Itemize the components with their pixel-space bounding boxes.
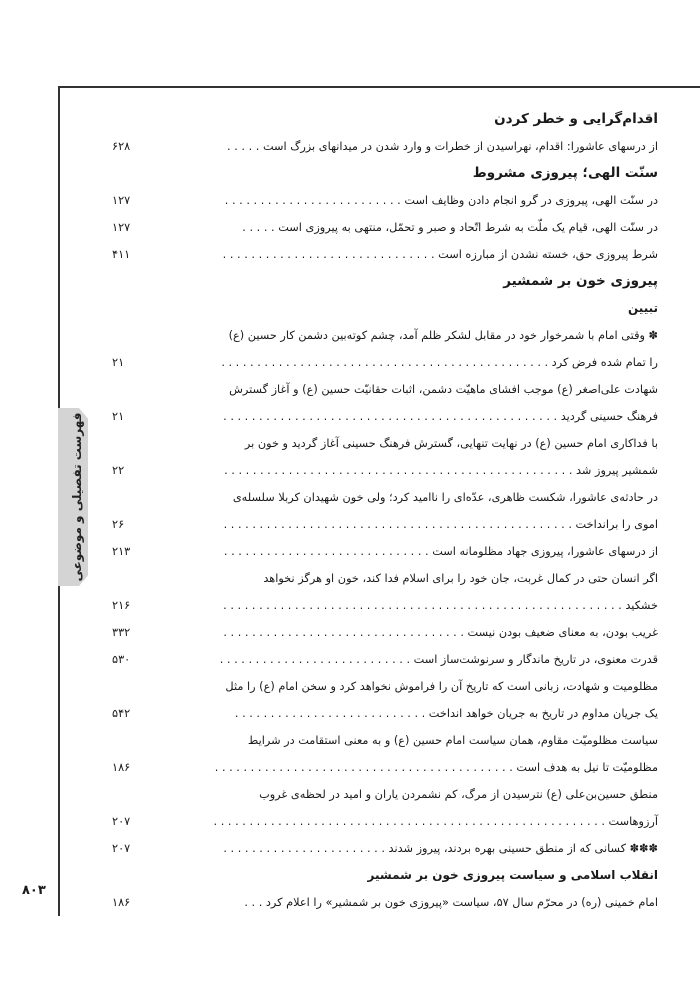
entry-page: ۲۲ (112, 464, 125, 477)
entry-page: ۲۶ (112, 518, 125, 531)
entry-text: از درسهای عاشورا، پیروزی جهاد مظلومانه است . . . . . . . . . . . . . . . . . . . . . . . . . . . . . (223, 545, 658, 558)
index-entry (112, 727, 658, 754)
index-entry (112, 133, 658, 160)
entry-text: از درسهای عاشورا: اقدام، نهراسیدن از خطرات و وارد شدن در میدانهای بزرگ است . . . . . (227, 140, 658, 153)
index-entry (112, 241, 658, 268)
entry-text: در حادثه‌ی عاشورا، شکست ظاهری، عدّه‌ای را ناامید کرد؛ ولی خون شهیدان کربلا سلسله‌ی (232, 491, 658, 504)
index-entry (112, 484, 658, 511)
entry-page: ۲۰۷ (112, 815, 131, 828)
index-entry (112, 430, 658, 457)
entry-page: ۲۰۷ (112, 842, 131, 855)
index-entry (112, 376, 658, 403)
entry-text: را تمام شده فرض کرد . . . . . . . . . . . . . . . . . . . . . . . . . . . . . . . . . . . . . . . . . . . . . . (221, 356, 658, 369)
subheading (112, 295, 658, 322)
heading-text: اقدام‌گرایی و خطر کردن (494, 111, 658, 127)
index-entry (112, 673, 658, 700)
entry-text: خشکید . . . . . . . . . . . . . . . . . . . . . . . . . . . . . . . . . . . . . . . . . . . . . . . . . . . . . . . . (223, 599, 658, 612)
page-number: ۸۰۳ (22, 883, 46, 898)
entry-page: ۴۱۱ (112, 248, 131, 261)
entry-text: اگر انسان حتی در کمال غربت، جان خود را برای اسلام فدا کند، خون او هرگز نخواهد (263, 572, 658, 585)
index-entry (112, 349, 658, 376)
entry-page: ۱۸۶ (112, 896, 131, 909)
index-entry (112, 457, 658, 484)
entry-text: مظلومیت و شهادت، زبانی است که تاریخ آن را فراموش نخواهد کرد و سخن امام (ع) را مثل (225, 680, 658, 693)
index-entry (112, 565, 658, 592)
entry-page: ۲۱۶ (112, 599, 131, 612)
entry-page: ۲۱ (112, 410, 125, 423)
entry-text: شمشیر پیروز شد . . . . . . . . . . . . . . . . . . . . . . . . . . . . . . . . . . . . . . . . . . . . . . . . . (224, 464, 658, 477)
entry-text: سیاست مظلومیّت مقاوم، همان سیاست امام حسین (ع) و به معنی استقامت در شرایط (247, 734, 658, 747)
entry-text: قدرت معنوی، در تاریخ ماندگار و سرنوشت‌ساز است . . . . . . . . . . . . . . . . . . . . . . . . . . . (219, 653, 658, 666)
entry-page: ۱۲۷ (112, 221, 131, 234)
entry-page: ۳۳۲ (112, 626, 131, 639)
index-entry (112, 808, 658, 835)
heading-text: سنّت الهی؛ پیروزی مشروط (472, 165, 658, 181)
heading (112, 160, 658, 187)
entry-text: آرزوهاست . . . . . . . . . . . . . . . . . . . . . . . . . . . . . . . . . . . . . . . . . . . . . . . . . . . . . . . (213, 815, 658, 828)
entry-page: ۶۲۸ (112, 140, 131, 153)
index-entry (112, 754, 658, 781)
entry-text: منطق حسین‌بن‌علی (ع) نترسیدن از مرگ، کم نشمردن یاران و امید در لحظه‌ی غروب (259, 788, 658, 801)
subheading (112, 862, 658, 889)
index-entry (112, 214, 658, 241)
entry-text: امام خمینی (ره) در محرّم سال ۵۷، سیاست «پیروزی خون بر شمشیر» را اعلام کرد . . . (244, 896, 658, 909)
index-entry (112, 835, 658, 862)
heading (112, 268, 658, 295)
heading-text: پیروزی خون بر شمشیر (503, 273, 658, 289)
frame-top-rule (58, 86, 700, 88)
index-content (112, 106, 658, 916)
entry-text: با فداکاری امام حسین (ع) در نهایت تنهایی، گسترش فرهنگ حسینی آغاز گردید و خون بر (244, 437, 658, 450)
index-entry (112, 889, 658, 916)
entry-text: فرهنگ حسینی گردید . . . . . . . . . . . . . . . . . . . . . . . . . . . . . . . . . . . . . . . . . . . . . . . (223, 410, 658, 423)
index-entry (112, 403, 658, 430)
entry-page: ۵۴۲ (112, 707, 131, 720)
index-entry (112, 619, 658, 646)
entry-text: غریب بودن، به معنای ضعیف بودن نیست . . . . . . . . . . . . . . . . . . . . . . . . . . . . . . . . . . (223, 626, 658, 639)
index-entry (112, 511, 658, 538)
entry-text: در سنّت الهی، قیام یک ملّت به شرط اتّحاد و صبر و تحمّل، منتهی به پیروزی است . . . . . (242, 221, 658, 234)
entry-text: ✽ وقتی امام با شمرخوار خود در مقابل لشکر ظلم آمد، چشم کوته‌بین دشمن کار حسین (ع) (228, 329, 658, 342)
subheading-text: تبیین (628, 301, 658, 315)
entry-page: ۲۱۳ (112, 545, 131, 558)
entry-text: یک جریان مداوم در تاریخ به جریان خواهد انداخت . . . . . . . . . . . . . . . . . . . . . . . . . . . (234, 707, 658, 720)
index-entry (112, 646, 658, 673)
index-entry (112, 592, 658, 619)
side-tab-label: فهرست تفصیلی و موضوعی (70, 412, 84, 582)
entry-page: ۱۸۶ (112, 761, 131, 774)
entry-page: ۱۲۷ (112, 194, 131, 207)
index-entry (112, 781, 658, 808)
entry-page: ۵۳۰ (112, 653, 131, 666)
entry-text: شهادت علی‌اصغر (ع) موجب افشای ماهیّت دشمن، اثبات حقانیّت حسین (ع) و آغاز گسترش (229, 383, 658, 396)
entry-text: اموی را برانداخت . . . . . . . . . . . . . . . . . . . . . . . . . . . . . . . . . . . . . . . . . . . . . . . . . (223, 518, 658, 531)
heading (112, 106, 658, 133)
entry-text: ✽✽✽ کسانی که از منطق حسینی بهره بردند، پیروز شدند . . . . . . . . . . . . . . . . . . . . . . . (223, 842, 658, 855)
index-entry (112, 700, 658, 727)
entry-text: مظلومیّت تا نیل به هدف است . . . . . . . . . . . . . . . . . . . . . . . . . . . . . . . . . . . . . . . . . . (214, 761, 658, 774)
subheading-text: انقلاب اسلامی و سیاست پیروزی خون بر شمشیر (367, 868, 658, 882)
entry-text: در سنّت الهی، پیروزی در گرو انجام دادن وظایف است . . . . . . . . . . . . . . . . . . . . . . . . . (224, 194, 658, 207)
entry-text: شرط پیروزی حق، خسته نشدن از مبارزه است . . . . . . . . . . . . . . . . . . . . . . . . . . . . . . (222, 248, 658, 261)
index-entry (112, 538, 658, 565)
index-entry (112, 187, 658, 214)
entry-page: ۲۱ (112, 356, 125, 369)
index-entry (112, 322, 658, 349)
